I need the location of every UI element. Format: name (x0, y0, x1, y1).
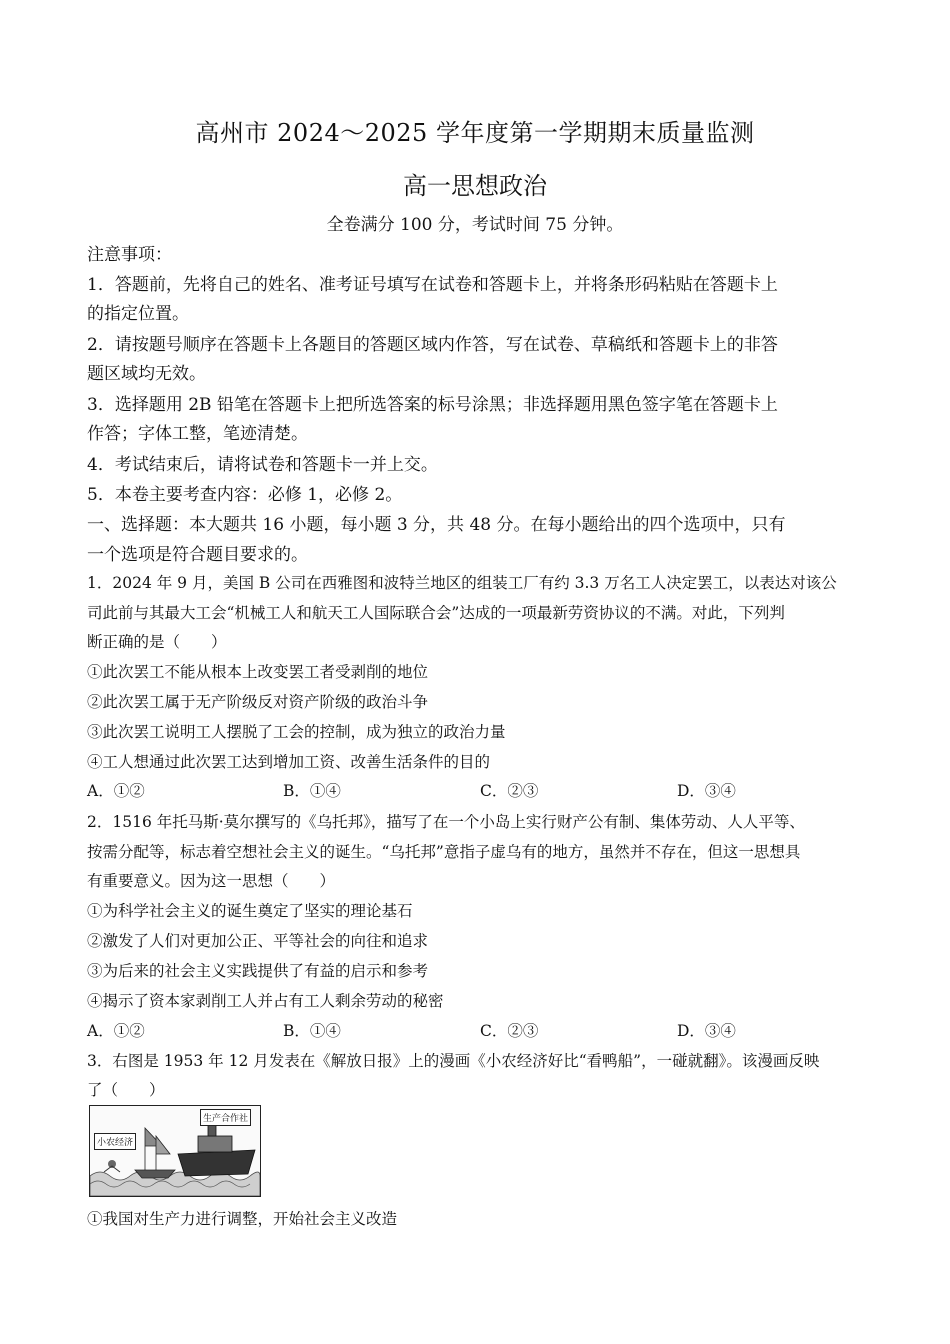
q1-option-c[interactable]: C．②③ (480, 782, 539, 800)
cartoon-image (89, 1105, 261, 1197)
notes-heading: 注意事项： (87, 245, 172, 265)
q1-stem: 司此前与其最大工会“机械工人和航天工人国际联合会”达成的一项最新劳资协议的不满。对此，下列判 (87, 604, 785, 622)
q2-stem: 有重要意义。因为这一思想（ ） (87, 872, 336, 890)
section-heading: 一、选择题：本大题共 16 小题，每小题 3 分，共 48 分。在每小题给出的四个选项中，只有 (87, 515, 786, 535)
note-line: 题区域均无效。 (87, 364, 206, 384)
q2-item: ①为科学社会主义的诞生奠定了坚实的理论基石 (87, 902, 413, 920)
q1-stem: 1．2024 年 9 月，美国 B 公司在西雅图和波特兰地区的组装工厂有约 3.3 万名工人决定罢工，以表达对该公 (87, 574, 837, 592)
exam-title: 高州市 2024～2025 学年度第一学期期末质量监测 (195, 119, 755, 147)
q2-option-c[interactable]: C．②③ (480, 1022, 539, 1040)
q1-stem: 断正确的是（ ） (87, 633, 227, 651)
q2-option-d[interactable]: D．③④ (677, 1022, 736, 1040)
q2-item: ②激发了人们对更加公正、平等社会的向往和追求 (87, 932, 429, 950)
note-line: 5．本卷主要考查内容：必修 1，必修 2。 (87, 485, 403, 505)
q2-stem: 2．1516 年托马斯·莫尔撰写的《乌托邦》，描写了在一个小岛上实行财产公有制、集体劳动、人人平等、 (87, 813, 805, 831)
q3-item: ①我国对生产力进行调整，开始社会主义改造 (87, 1210, 398, 1228)
note-line: 的指定位置。 (87, 304, 189, 324)
q1-option-b[interactable]: B．①④ (283, 782, 341, 800)
note-line: 4．考试结束后，请将试卷和答题卡一并上交。 (87, 455, 438, 475)
note-line: 3．选择题用 2B 铅笔在答题卡上把所选答案的标号涂黑；非选择题用黑色签字笔在答题卡上 (87, 395, 778, 415)
q1-option-a[interactable]: A．①② (87, 782, 145, 800)
q2-stem: 按需分配等，标志着空想社会主义的诞生。“乌托邦”意指子虚乌有的地方，虽然并不存在，但这一思想具 (87, 843, 801, 861)
q2-options (87, 1019, 877, 1041)
q3-stem: 3．右图是 1953 年 12 月发表在《解放日报》上的漫画《小农经济好比“看鸭船”，一碰就翻》。该漫画反映 (87, 1052, 820, 1070)
q1-item: ④工人想通过此次罢工达到增加工资、改善生活条件的目的 (87, 753, 491, 771)
exam-info: 全卷满分 100 分，考试时间 75 分钟。 (326, 215, 624, 235)
q1-option-d[interactable]: D．③④ (677, 782, 736, 800)
subject-title: 高一思想政治 (403, 172, 547, 200)
q2-item: ④揭示了资本家剥削工人并占有工人剩余劳动的秘密 (87, 992, 444, 1010)
cartoon-label-right: 生产合作社 (200, 1109, 251, 1126)
q3-stem: 了（ ） (87, 1081, 165, 1099)
q2-option-b[interactable]: B．①④ (283, 1022, 341, 1040)
note-line: 作答；字体工整，笔迹清楚。 (87, 424, 308, 444)
q1-item: ①此次罢工不能从根本上改变罢工者受剥削的地位 (87, 663, 429, 681)
q2-option-a[interactable]: A．①② (87, 1022, 145, 1040)
cartoon-label-left: 小农经济 (94, 1133, 136, 1150)
note-line: 1．答题前，先将自己的姓名、准考证号填写在试卷和答题卡上，并将条形码粘贴在答题卡上 (87, 275, 778, 295)
note-line: 2．请按题号顺序在答题卡上各题目的答题区域内作答，写在试卷、草稿纸和答题卡上的非答 (87, 335, 778, 355)
q2-item: ③为后来的社会主义实践提供了有益的启示和参考 (87, 962, 429, 980)
q1-item: ③此次罢工说明工人摆脱了工会的控制，成为独立的政治力量 (87, 723, 506, 741)
q1-options (87, 779, 877, 801)
q1-item: ②此次罢工属于无产阶级反对资产阶级的政治斗争 (87, 693, 429, 711)
section-heading: 一个选项是符合题目要求的。 (87, 545, 308, 565)
